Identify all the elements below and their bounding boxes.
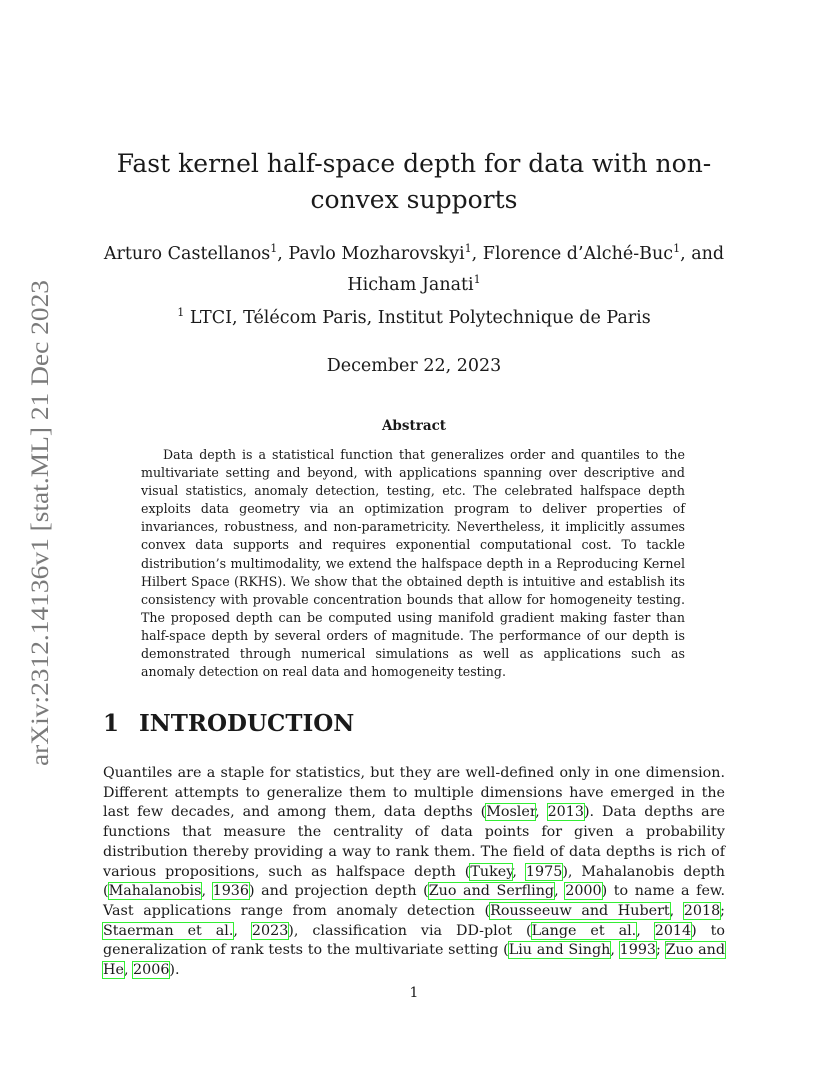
intro-text: , — [610, 942, 620, 959]
author-separator: , — [277, 243, 289, 264]
arxiv-identifier-stamp — [18, 278, 58, 768]
citation-link[interactable]: 2000 — [565, 883, 602, 900]
citation-link[interactable]: 2006 — [133, 962, 170, 979]
intro-text: ), Mahalanobis depth ( — [103, 863, 725, 900]
intro-text: , — [233, 922, 252, 939]
intro-text: , — [554, 883, 566, 900]
author-name: Pavlo Mozharovskyi — [288, 243, 465, 264]
author-affiliation-marker: 1 — [473, 272, 481, 286]
intro-text: ; — [656, 942, 666, 959]
citation-link[interactable]: Lange et al. — [531, 922, 637, 939]
paper-date: December 22, 2023 — [326, 356, 502, 376]
citation-link[interactable]: 1936 — [212, 883, 249, 900]
citation-link[interactable]: 2023 — [251, 922, 289, 939]
intro-text: ). Data depths are functions that measure the centrality of data points for given a probability distribution thereby providing a way to rank them. The field of data depths is rich of various propositions, such as halfspace depth ( — [103, 804, 725, 880]
affiliation — [100, 300, 728, 331]
intro-text: , — [123, 962, 134, 979]
author-name: Hicham Janati — [347, 274, 474, 295]
intro-text: ) to name a few. Vast applications range from anomaly detection ( — [103, 883, 726, 919]
author-separator: , — [471, 243, 483, 264]
intro-text: , — [512, 863, 526, 880]
intro-text: ). — [169, 962, 180, 979]
citation-link[interactable]: 1993 — [619, 942, 657, 959]
author-affiliation-marker: 1 — [464, 242, 472, 255]
citation-link[interactable]: 2014 — [654, 922, 692, 939]
abstract-heading: Abstract — [381, 418, 447, 434]
affiliation-marker: 1 — [177, 306, 185, 319]
author-name: Florence d’Alché-Buc — [482, 243, 674, 264]
intro-text: , — [669, 902, 684, 919]
section-heading — [103, 710, 354, 737]
citation-link[interactable]: 1975 — [525, 863, 563, 880]
author-name: Arturo Castellanos — [103, 243, 271, 264]
intro-text: ; — [720, 902, 725, 919]
affiliation-text: LTCI, Télécom Paris, Institut Polytechnique de Paris — [189, 307, 651, 328]
author-list — [100, 236, 728, 298]
intro-text: , — [636, 922, 655, 939]
author-separator: , and — [680, 243, 725, 264]
intro-text: Quantiles are a staple for statistics, but they are well-defined only in one dimension. Different attempts to generalize them to multiple dimensions have emerged in the last few decades, and among them, data depths ( — [103, 765, 725, 821]
paper-title: Fast kernel half-space depth for data with non-convex supports — [116, 149, 712, 214]
intro-text: ), classification via DD-plot ( — [288, 922, 532, 939]
intro-text: , — [201, 883, 213, 900]
citation-link[interactable]: Liu and Singh — [508, 942, 611, 959]
introduction-paragraph — [103, 764, 725, 981]
citation-link[interactable]: 2013 — [547, 804, 584, 821]
citation-link[interactable]: 2018 — [683, 902, 721, 919]
author-affiliation-marker: 1 — [673, 242, 681, 255]
intro-text: ) to generalization of rank tests to the multivariate setting ( — [103, 922, 725, 959]
citation-link[interactable]: Mahalanobis — [108, 883, 202, 900]
arxiv-identifier-text: arXiv:2312.14136v1 [stat.ML] 21 Dec 2023 — [27, 323, 54, 766]
intro-text: ) and projection depth ( — [248, 883, 429, 900]
section-number: 1 — [103, 710, 120, 737]
abstract-text: Data depth is a statistical function that generalizes order and quantiles to the multivariate setting and beyond, with applications spanning over descriptive and visual statistics, anomaly detection, testing, etc. The celebrated halfspace depth exploits data geometry via an optimization program to deliver properties of invariances, robustness, and non-parametricity. Nevertheless, it implicitly assumes convex data supports and requires exponential computational cost. To tackle distribution’s multimodality, we extend the halfspace depth in a Reproducing Kernel Hilbert Space (RKHS). We show that the obtained depth is intuitive and establish its consistency with provable concentration bounds that allow for homogeneity testing. The proposed depth can be computed using manifold gradient making faster than half-space depth by several orders of magnitude. The performance of our depth is demonstrated through numerical simulations as well as applications such as anomaly detection on real data and homogeneity testing. — [141, 447, 685, 680]
citation-link[interactable]: Rousseeuw and Hubert — [490, 902, 670, 919]
citation-link[interactable]: Staerman et al. — [103, 922, 234, 939]
section-title: INTRODUCTION — [139, 710, 355, 737]
page-number: 1 — [409, 985, 419, 1001]
author-affiliation-marker: 1 — [270, 242, 278, 255]
citation-link[interactable]: Mosler — [486, 804, 536, 821]
citation-link[interactable]: Zuo and Serfling — [428, 883, 555, 900]
citation-link[interactable]: Zuo and He — [103, 942, 725, 979]
intro-text: , — [535, 804, 548, 821]
citation-link[interactable]: Tukey — [470, 863, 513, 880]
